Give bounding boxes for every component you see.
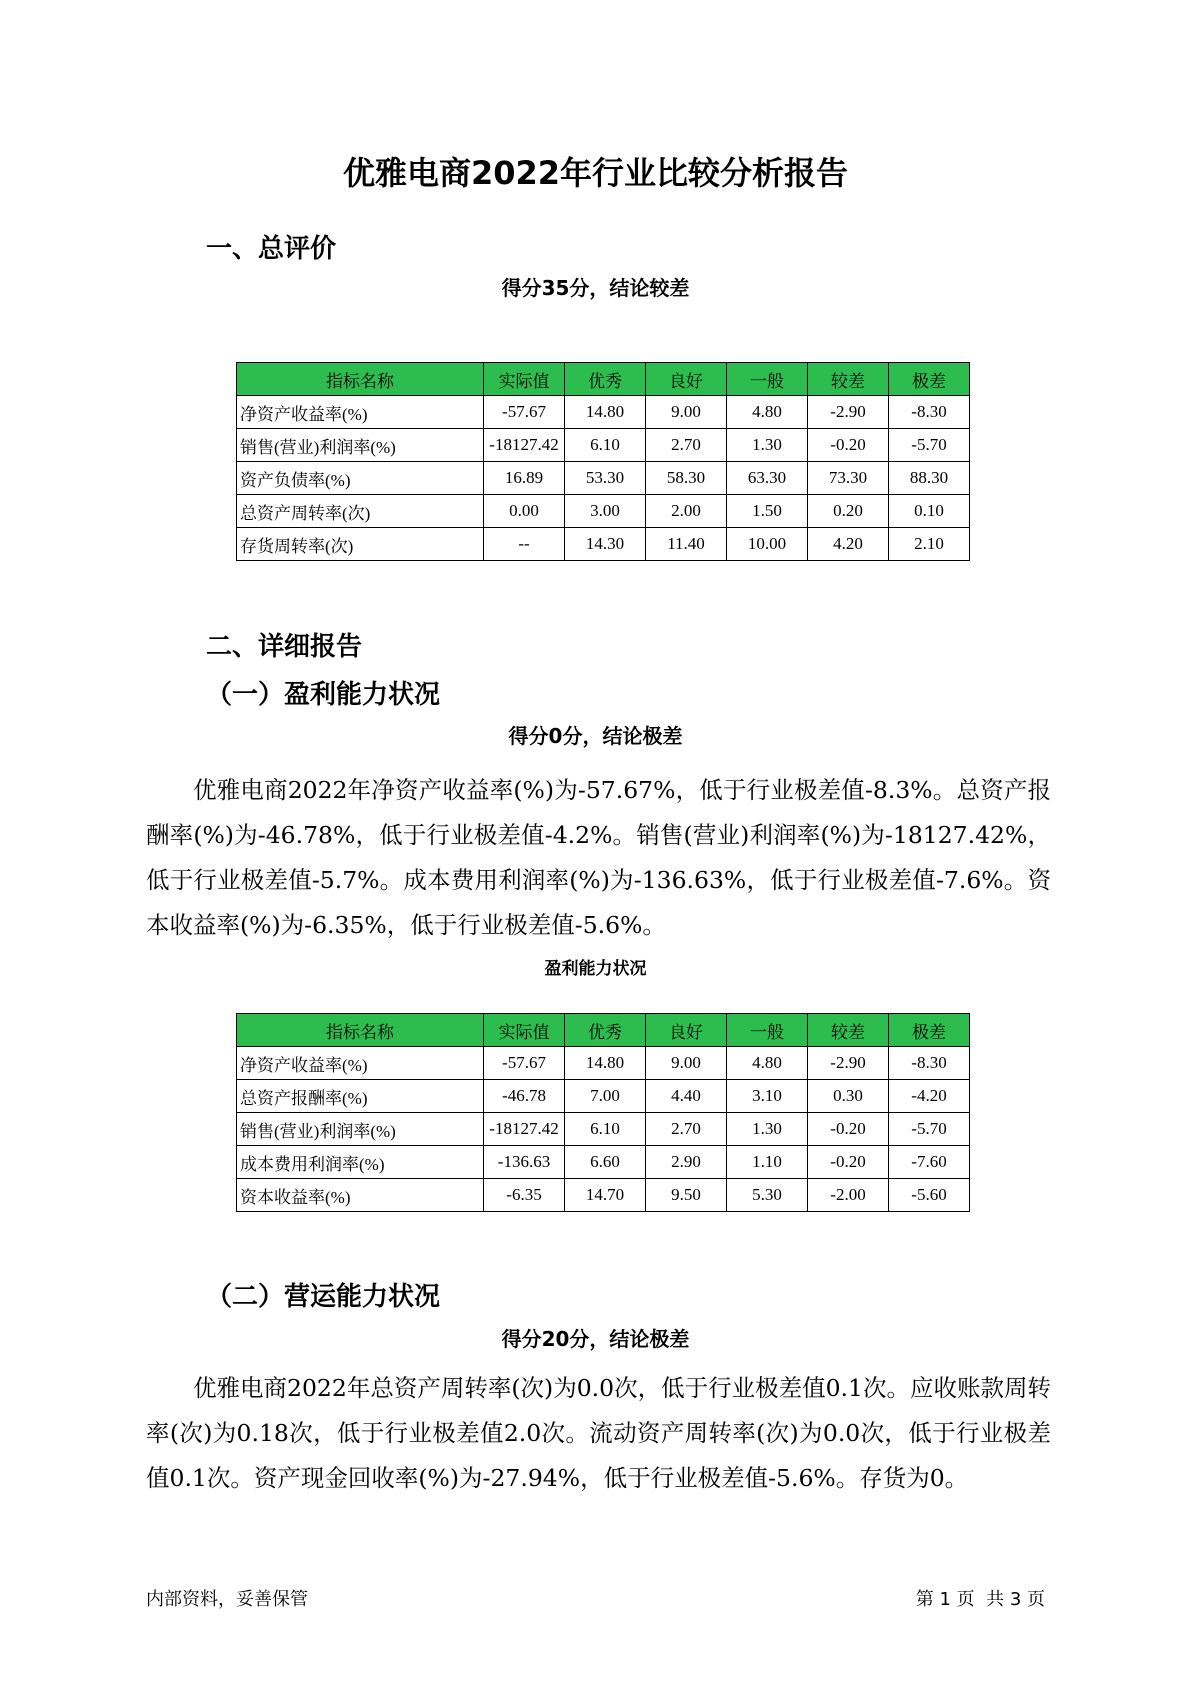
column-header: 极差: [889, 1014, 970, 1047]
column-header: 一般: [727, 1014, 808, 1047]
table-cell: 0.20: [808, 495, 889, 528]
table-header-row: [237, 363, 970, 396]
table-cell: 2.70: [646, 429, 727, 462]
table-cell: 2.90: [646, 1146, 727, 1179]
column-header: 良好: [646, 363, 727, 396]
table-cell: 73.30: [808, 462, 889, 495]
table-cell: 6.60: [565, 1146, 646, 1179]
table-cell: 14.30: [565, 528, 646, 561]
table-row: [237, 429, 970, 462]
table-cell: 53.30: [565, 462, 646, 495]
table-cell: --: [484, 528, 565, 561]
table-cell: -8.30: [889, 1047, 970, 1080]
section2-heading: 二、详细报告: [206, 632, 363, 662]
column-header: 良好: [646, 1014, 727, 1047]
table-cell: -2.90: [808, 396, 889, 429]
column-header: 优秀: [565, 363, 646, 396]
table-cell: -2.90: [808, 1047, 889, 1080]
table-row: [237, 1080, 970, 1113]
table-cell: -2.00: [808, 1179, 889, 1212]
table-cell: -0.20: [808, 429, 889, 462]
table-cell: 10.00: [727, 528, 808, 561]
table-cell: 0.00: [484, 495, 565, 528]
table-cell: 3.10: [727, 1080, 808, 1113]
column-header: 极差: [889, 363, 970, 396]
table-cell: 88.30: [889, 462, 970, 495]
table-cell: 11.40: [646, 528, 727, 561]
table-row: [237, 1146, 970, 1179]
table-header-row: [237, 1014, 970, 1047]
table-row: [237, 396, 970, 429]
column-header: 一般: [727, 363, 808, 396]
table-cell: 9.50: [646, 1179, 727, 1212]
table-cell: 2.70: [646, 1113, 727, 1146]
profit-score: 得分0分，结论极差: [508, 724, 683, 748]
table-cell: 净资产收益率(%): [237, 396, 484, 429]
operation-heading: （二）营运能力状况: [206, 1282, 441, 1312]
page-title: 优雅电商2022年行业比较分析报告: [342, 154, 849, 192]
footer-page-number: 第 1 页 共 3 页: [915, 1589, 1045, 1610]
table-cell: 1.10: [727, 1146, 808, 1179]
table-cell: 1.30: [727, 429, 808, 462]
table-cell: 16.89: [484, 462, 565, 495]
table-cell: -57.67: [484, 1047, 565, 1080]
table-cell: 0.30: [808, 1080, 889, 1113]
table-cell: 销售(营业)利润率(%): [237, 1113, 484, 1146]
table-cell: -5.70: [889, 1113, 970, 1146]
table-cell: -18127.42: [484, 1113, 565, 1146]
table-cell: 1.50: [727, 495, 808, 528]
table-cell: -46.78: [484, 1080, 565, 1113]
table-cell: 14.80: [565, 1047, 646, 1080]
table-cell: -5.60: [889, 1179, 970, 1212]
column-header: 较差: [808, 1014, 889, 1047]
table-cell: -4.20: [889, 1080, 970, 1113]
table-cell: 资本收益率(%): [237, 1179, 484, 1212]
table-cell: 总资产报酬率(%): [237, 1080, 484, 1113]
column-header: 指标名称: [237, 1014, 484, 1047]
table-cell: 9.00: [646, 396, 727, 429]
table-cell: 成本费用利润率(%): [237, 1146, 484, 1179]
footer-confidential-note: 内部资料，妥善保管: [146, 1589, 308, 1610]
column-header: 较差: [808, 363, 889, 396]
operation-paragraph: 优雅电商2022年总资产周转率(次)为0.0次，低于行业极差值0.1次。应收账款周转率(次)为0.18次，低于行业极差值2.0次。流动资产周转率(次)为0.0次，低于行业极差值0.1次。资产现金回收率(%)为-27.94%，低于行业极差值-5.6%。存货为0。: [146, 1374, 1051, 1492]
table-cell: 总资产周转率(次): [237, 495, 484, 528]
table-cell: -7.60: [889, 1146, 970, 1179]
table-cell: 资产负债率(%): [237, 462, 484, 495]
table-cell: 0.10: [889, 495, 970, 528]
table-cell: 3.00: [565, 495, 646, 528]
table-cell: 存货周转率(次): [237, 528, 484, 561]
table-row: [237, 528, 970, 561]
table-cell: 63.30: [727, 462, 808, 495]
table-cell: 1.30: [727, 1113, 808, 1146]
table-cell: 7.00: [565, 1080, 646, 1113]
table-row: [237, 1179, 970, 1212]
table-row: [237, 495, 970, 528]
table-cell: 4.40: [646, 1080, 727, 1113]
table-cell: -18127.42: [484, 429, 565, 462]
table-cell: 5.30: [727, 1179, 808, 1212]
table-cell: 4.80: [727, 1047, 808, 1080]
section1-heading: 一、总评价: [206, 234, 337, 264]
section1-score: 得分35分，结论较差: [501, 276, 690, 300]
profit-table: [236, 1013, 970, 1212]
table-cell: 6.10: [565, 1113, 646, 1146]
table-cell: -6.35: [484, 1179, 565, 1212]
table-cell: 销售(营业)利润率(%): [237, 429, 484, 462]
table-cell: 2.10: [889, 528, 970, 561]
table-cell: -0.20: [808, 1113, 889, 1146]
table-cell: -5.70: [889, 429, 970, 462]
table-cell: 净资产收益率(%): [237, 1047, 484, 1080]
table-cell: 4.20: [808, 528, 889, 561]
table-cell: 14.70: [565, 1179, 646, 1212]
column-header: 实际值: [484, 363, 565, 396]
table-cell: 4.80: [727, 396, 808, 429]
table-row: [237, 462, 970, 495]
table-cell: -57.67: [484, 396, 565, 429]
column-header: 指标名称: [237, 363, 484, 396]
table-row: [237, 1113, 970, 1146]
column-header: 实际值: [484, 1014, 565, 1047]
operation-score: 得分20分，结论极差: [501, 1327, 690, 1351]
table-cell: 14.80: [565, 396, 646, 429]
table-cell: -0.20: [808, 1146, 889, 1179]
column-header: 优秀: [565, 1014, 646, 1047]
table-row: [237, 1047, 970, 1080]
table-cell: -8.30: [889, 396, 970, 429]
summary-table: [236, 362, 970, 561]
table-cell: -136.63: [484, 1146, 565, 1179]
profit-paragraph: 优雅电商2022年净资产收益率(%)为-57.67%，低于行业极差值-8.3%。总资产报酬率(%)为-46.78%，低于行业极差值-4.2%。销售(营业)利润率(%)为-18127.42%，低于行业极差值-5.7%。成本费用利润率(%)为-136.63%，低于行业极差值-7.6%。资本收益率(%)为-6.35%，低于行业极差值-5.6%。: [146, 776, 1051, 939]
table-cell: 2.00: [646, 495, 727, 528]
table-cell: 9.00: [646, 1047, 727, 1080]
profit-table-caption: 盈利能力状况: [544, 959, 647, 979]
table-cell: 58.30: [646, 462, 727, 495]
profit-heading: （一）盈利能力状况: [206, 680, 441, 710]
table-cell: 6.10: [565, 429, 646, 462]
